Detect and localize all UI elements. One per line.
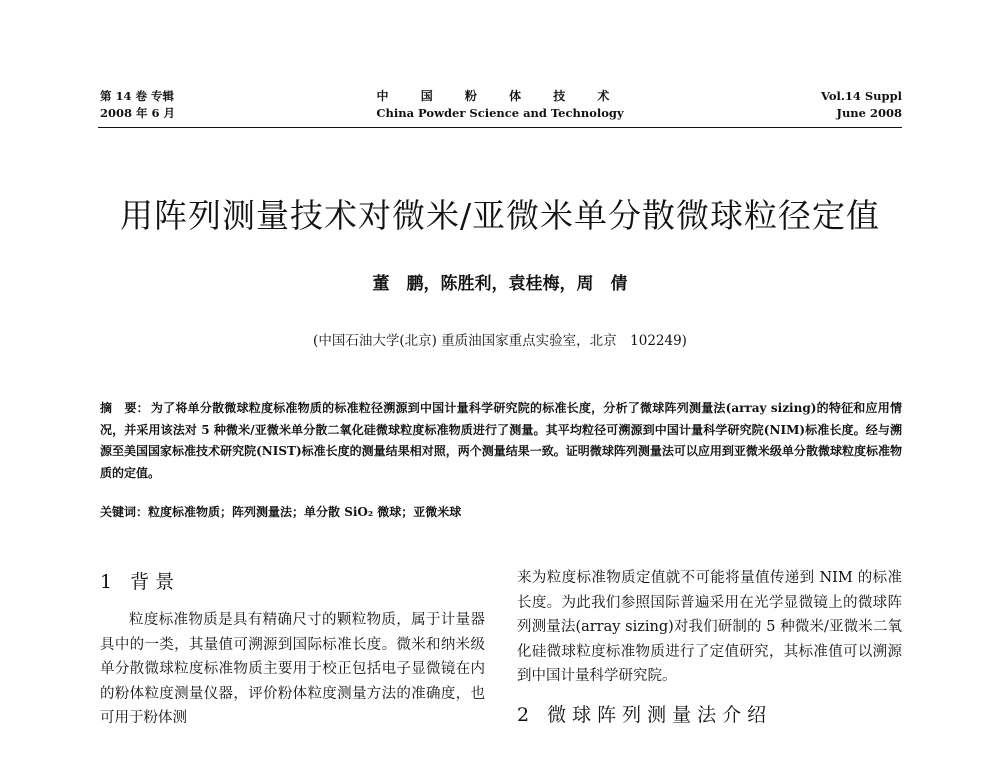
paper-authors: 董 鹏，陈胜利，袁桂梅，周 倩 <box>372 274 628 294</box>
body-paragraph-continued: 来为粒度标准物质定值就不可能将量值传递到 NIM 的标准长度。为此我们参照国际普遍采用在光学显微镜上的微球阵列测量法(array sizing)对我们研制的 5 种微米/亚微米二氧化硅微球粒度标准物质进行了定值研究，其标准值可以溯源到中国计量科学研究院。 <box>517 570 902 684</box>
section-title-2: 微球阵列测量法介绍 <box>547 703 773 726</box>
section-number-2: 2 <box>517 703 530 726</box>
abstract <box>100 398 902 484</box>
keywords <box>100 502 902 523</box>
journal-volume-info-english <box>821 88 902 122</box>
date-line-english: June 2008 <box>836 106 902 120</box>
header-rule <box>98 127 902 128</box>
left-column <box>100 568 485 731</box>
journal-title-english: China Powder Science and Technology <box>376 106 624 120</box>
abstract-label: 摘 要： <box>100 401 149 415</box>
section-number-1: 1 <box>100 571 113 593</box>
paper-affiliation: (中国石油大学(北京) 重质油国家重点实验室，北京 102249) <box>313 333 687 349</box>
section-heading-2 <box>517 701 902 729</box>
volume-line-english: Vol.14 Suppl <box>820 89 902 103</box>
journal-title-chinese: 中 国 粉 体 技 术 <box>376 89 624 103</box>
paper-title: 用阵列测量技术对微米/亚微米单分散微球粒径定值 <box>119 196 881 235</box>
date-line: 2008 年 6 月 <box>100 106 176 120</box>
section-heading-1 <box>100 568 485 596</box>
section-title-1: 背景 <box>130 571 181 593</box>
body-paragraph: 粒度标准物质是具有精确尺寸的颗粒物质，属于计量器具中的一类，其量值可溯源到国际标准长度。微米和纳米级单分散微球粒度标准物质主要用于校正包括电子显微镜在内的粉体粒度测量仪器，评价粉体粒度测量方法的准确度，也可用于粉体测 <box>100 612 485 726</box>
keywords-text: 粒度标准物质；阵列测量法；单分散 SiO₂ 微球；亚微米球 <box>148 505 462 519</box>
volume-line: 第 14 卷 专辑 <box>100 89 175 103</box>
keywords-label: 关键词： <box>100 505 149 519</box>
right-column <box>517 566 902 741</box>
abstract-text: 为了将单分散微球粒度标准物质的标准粒径溯源到中国计量科学研究院的标准长度，分析了微球阵列测量法(array sizing)的特征和应用情况，并采用该法对 5 种微米/亚微米单分散二氧化硅微球粒度标准物质进行了测量。其平均粒径可溯源到中国计量科学研究院(NIM)标准长度。经与溯源至美国国家标准技术研究院(NIST)标准长度的测量结果相对照，两个测量结果一致。证明微球阵列测量法可以应用到亚微米级单分散微球粒度标准物质的定值。 <box>100 401 902 480</box>
